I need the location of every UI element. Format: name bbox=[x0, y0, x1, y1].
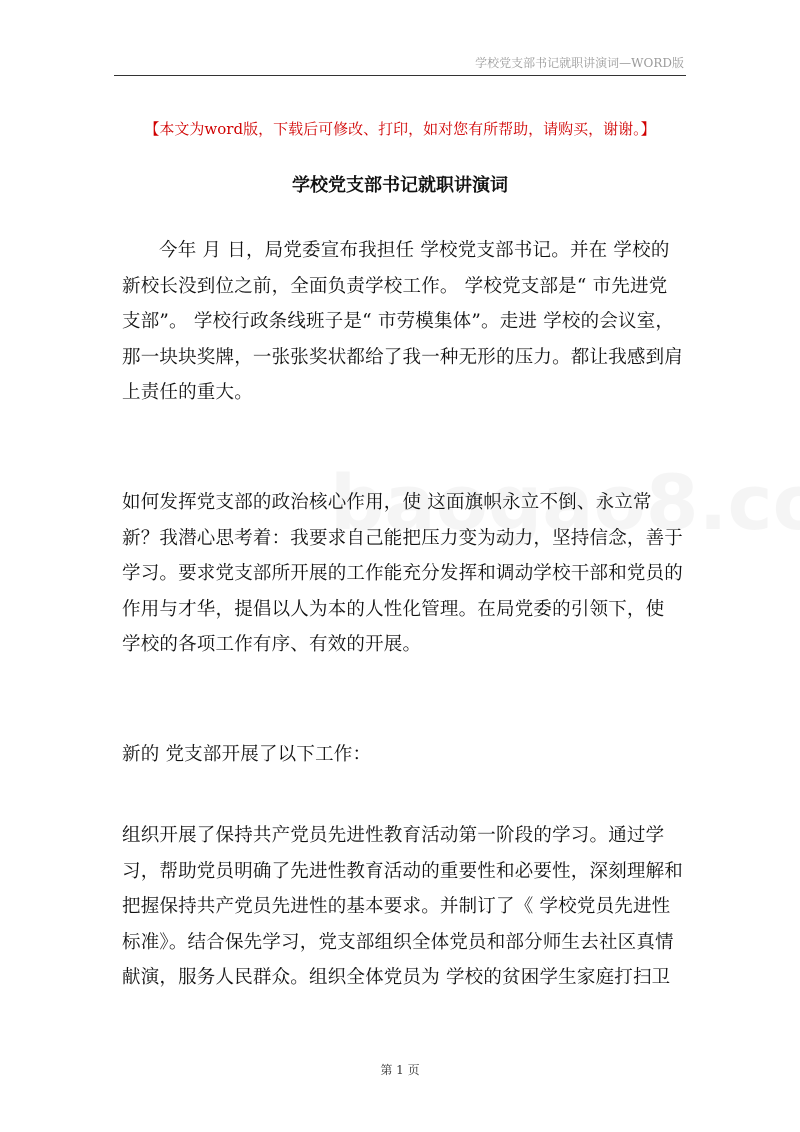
document-title: 学校党支部书记就职讲演词 bbox=[292, 175, 508, 196]
running-header: 学校党支部书记就职讲演词—WORD版 bbox=[475, 56, 684, 70]
paragraph-3: 新的 党支部开展了以下工作： bbox=[122, 744, 372, 765]
download-notice: 【本文为word版，下载后可修改、打印，如对您有所帮助，请购买，谢谢。】 bbox=[144, 120, 656, 138]
paragraph-2: 如何发挥党支部的政治核心作用，使 这面旗帜永立不倒、永立常新？我潜心思考着：我要求自己能把压力变为动力，坚持信念，善于学习。要求党支部所开展的工作能充分发挥和调动学校干部和党员的作用与才华，提倡以人为本的人性化管理。在局党委的引领下，使 学校的各项工作有序、有效的开展。 bbox=[122, 492, 684, 656]
header-divider bbox=[114, 75, 686, 76]
paragraph-4: 组织开展了保持共产党员先进性教育活动第一阶段的学习。通过学习，帮助党员明确了先进性教育活动的重要性和必要性，深刻理解和把握保持共产党员先进性的基本要求。并制订了《 学校党员先进性标准》。结合保先学习，党支部组织全体党员和部分师生去社区真情献演，服务人民群众。组织全体党员为 学校的贫困学生家庭打扫卫 bbox=[122, 825, 684, 989]
paragraph-1: 今年 月 日，局党委宣布我担任 学校党支部书记。并在 学校的新校长没到位之前，全面负责学校工作。 学校党支部是“ 市先进党支部”。 学校行政条线班子是“ 市劳模集体”。走进 学校的会议室，那一块块奖牌，一张张奖状都给了我一种无形的压力。都让我感到肩上责任的重大。 bbox=[122, 240, 684, 404]
page-number: 第 1 页 bbox=[380, 1063, 420, 1077]
